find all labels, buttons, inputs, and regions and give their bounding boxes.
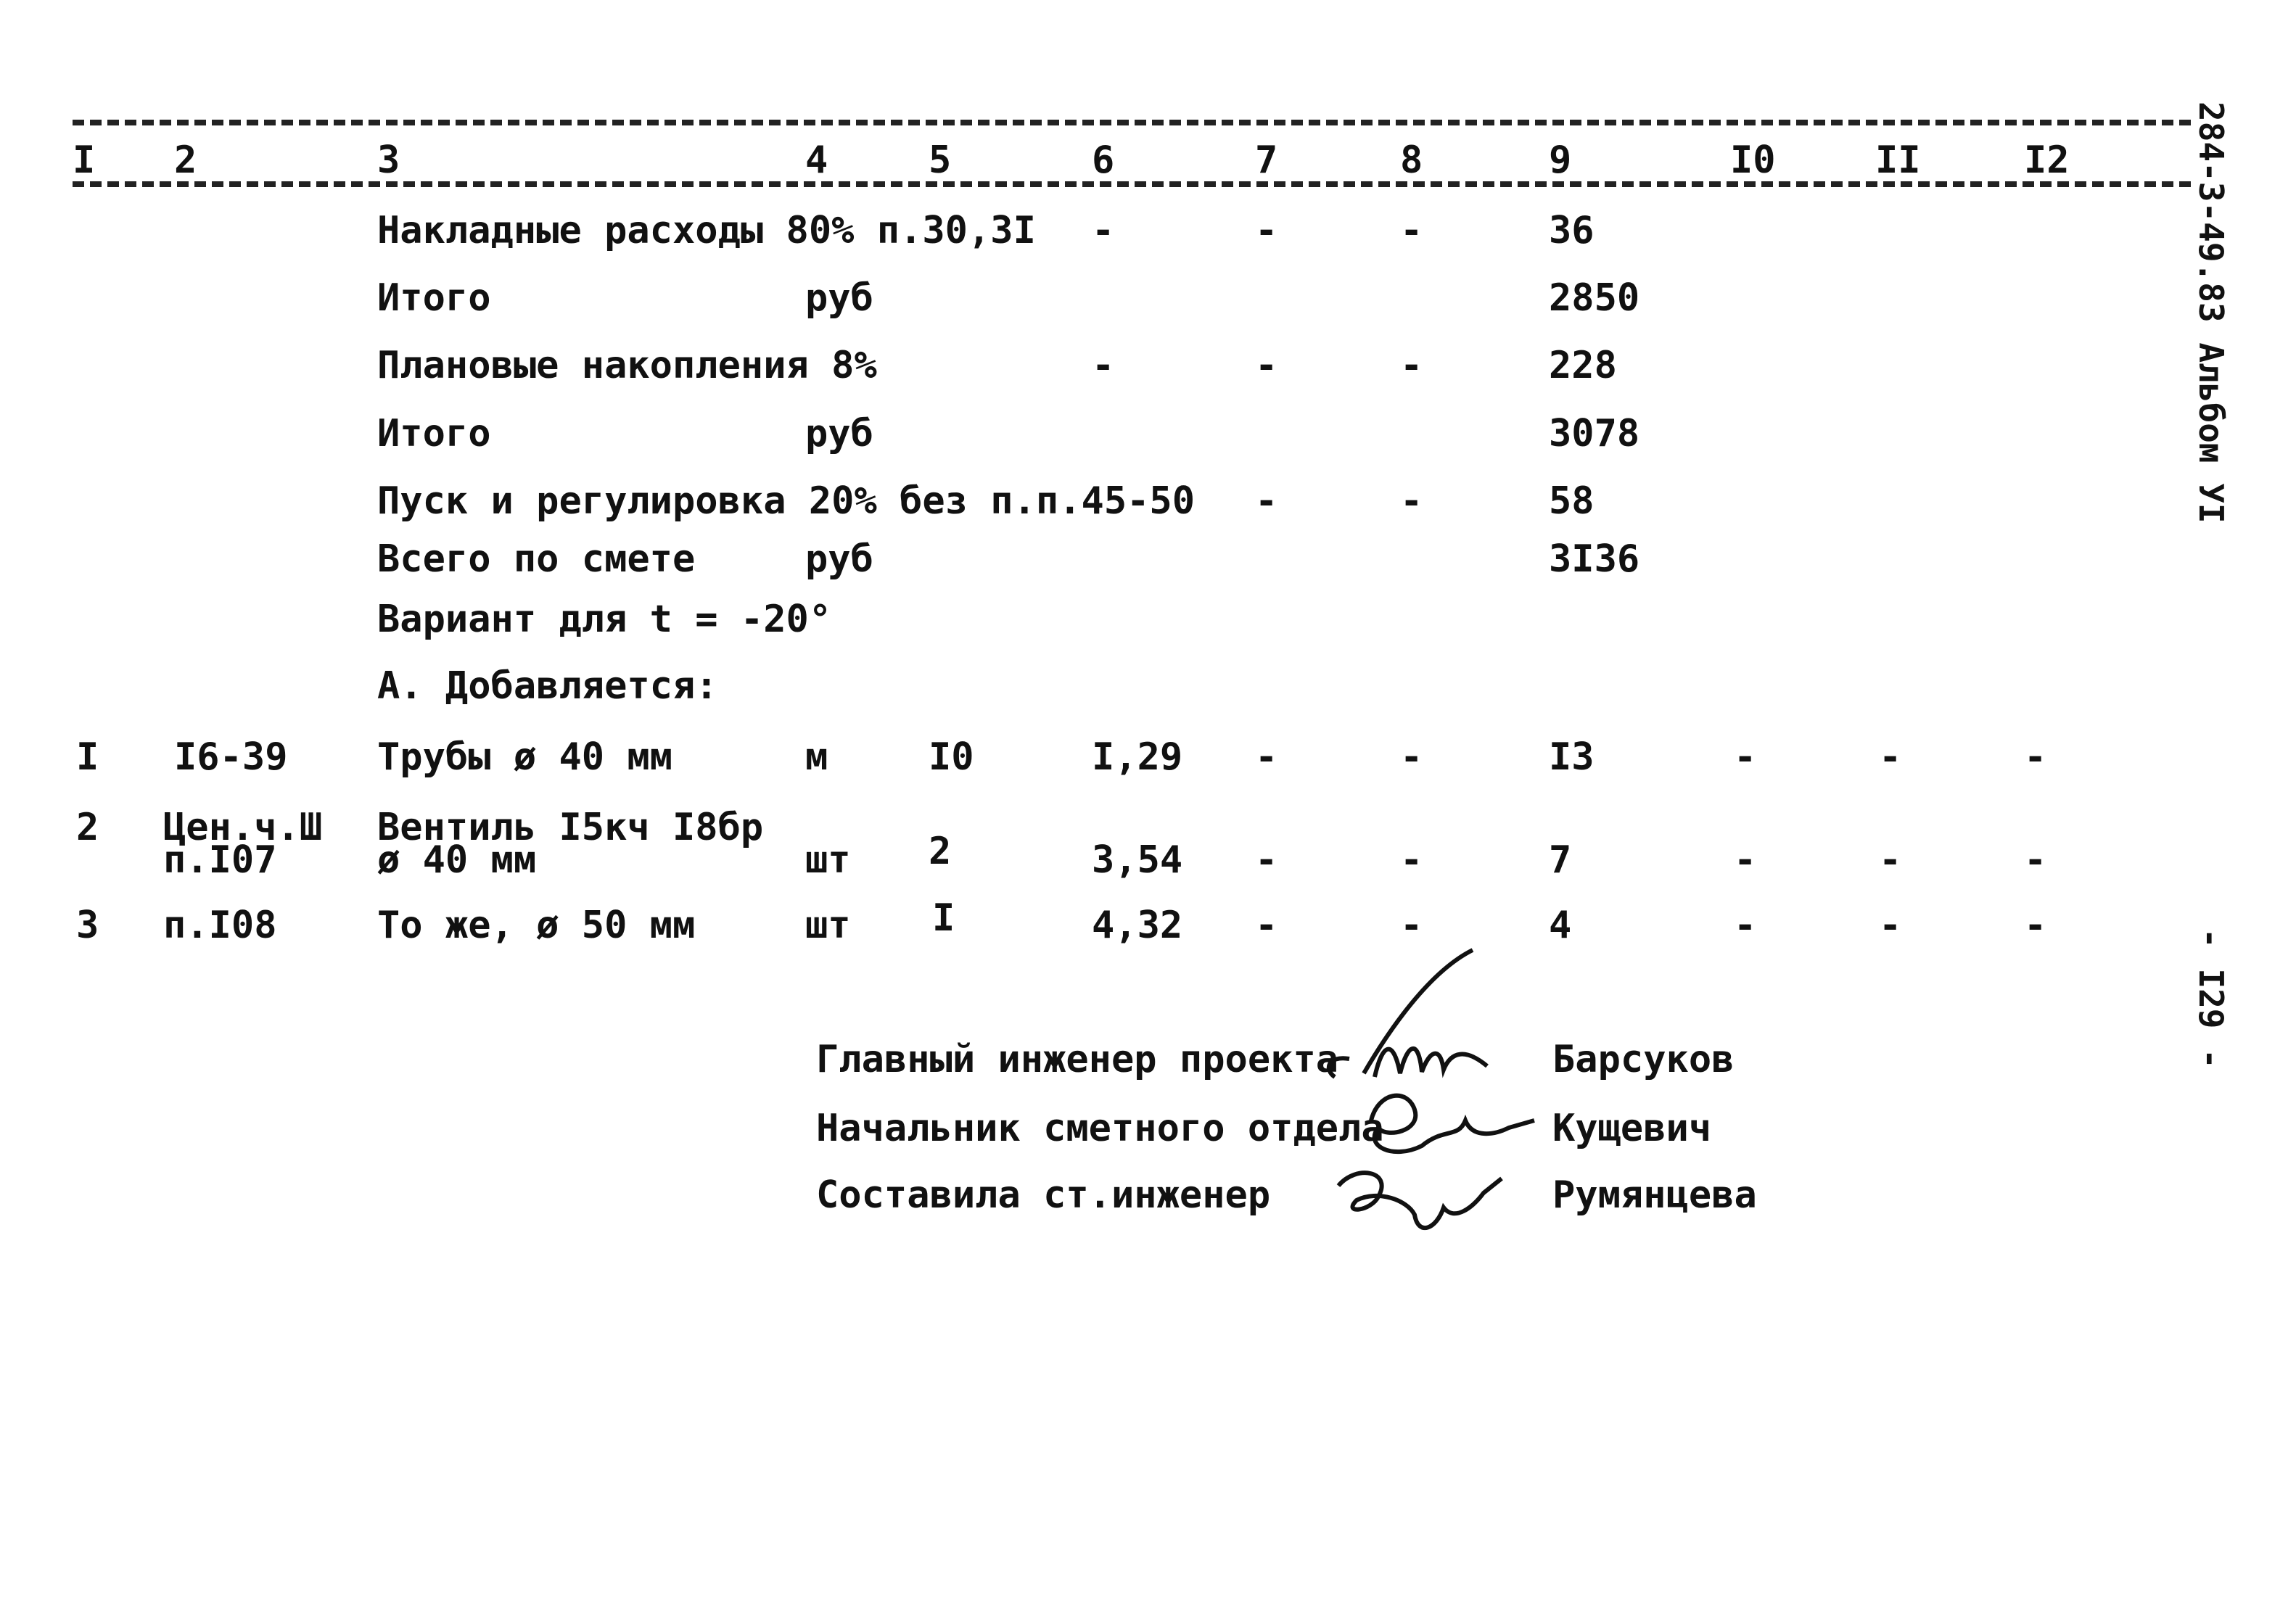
item-price: 3,54 [1092,838,1183,882]
item-name: То же, ø 50 мм [377,904,696,947]
item-num: 3 [76,904,99,947]
summary-c8: - [1400,344,1423,387]
item-c8: - [1400,735,1423,779]
signature-name: Кущевич [1552,1107,1712,1150]
signature-scribble-1 [1320,943,1523,1095]
variant-title: Вариант для t = -20° [377,598,832,641]
col-header-11: II [1875,139,1921,182]
col-header-7: 7 [1255,139,1278,182]
col-header-1: I [73,139,96,182]
item-c12: - [2024,838,2047,882]
signature-role: Начальник сметного отдела [816,1107,1384,1150]
item-code: п.I08 [163,904,277,947]
summary-c7: - [1255,209,1278,252]
item-c9: 7 [1549,838,1572,882]
item-code: I6-39 [174,735,288,779]
summary-c9: 2850 [1549,276,1640,320]
summary-c8: - [1400,479,1423,523]
signature-name: Румянцева [1552,1173,1757,1217]
summary-c9: 228 [1549,344,1617,387]
summary-name: Плановые накопления 8% [377,344,877,387]
summary-c9: 3I36 [1549,537,1640,581]
item-c12: - [2024,904,2047,947]
header-bottom-rule [73,181,2191,187]
header-top-rule [73,120,2191,125]
summary-name: Накладные расходы 80% п.30,3I [377,209,1036,252]
item-unit: шт [805,838,851,882]
item-c8: - [1400,838,1423,882]
item-c7: - [1255,735,1278,779]
signature-role: Главный инженер проекта [816,1038,1339,1081]
item-qty: I0 [929,735,974,779]
item-unit: шт [805,904,851,947]
item-code: Цен.ч.Ш [163,806,323,849]
item-c9: I3 [1549,735,1595,779]
item-qty: I [932,896,955,940]
signature-name: Барсуков [1552,1038,1735,1081]
item-c10: - [1734,735,1757,779]
summary-unit: руб [805,537,873,581]
item-c7: - [1255,904,1278,947]
summary-c6: - [1092,209,1115,252]
item-c11: - [1879,735,1902,779]
col-header-9: 9 [1549,139,1572,182]
col-header-3: 3 [377,139,400,182]
col-header-4: 4 [805,139,828,182]
item-qty: 2 [929,830,952,873]
item-code-line2: п.I07 [163,838,277,882]
item-num: I [76,735,99,779]
album-code-vertical: 284-3-49.83 Альбом УI [2192,102,2231,524]
item-c10: - [1734,904,1757,947]
item-num: 2 [76,806,99,849]
col-header-10: I0 [1730,139,1776,182]
item-price: 4,32 [1092,904,1183,947]
col-header-2: 2 [174,139,197,182]
item-name: Вентиль I5кч I8бр [377,806,764,849]
section-a-title: А. Добавляется: [377,664,718,708]
summary-c7: - [1255,344,1278,387]
col-header-12: I2 [2024,139,2070,182]
item-c12: - [2024,735,2047,779]
summary-c9: 36 [1549,209,1595,252]
signature-scribble-3 [1328,1157,1516,1251]
summary-c9: 3078 [1549,412,1640,455]
page-number: - I29 - [2192,928,2231,1069]
summary-name: Всего по смете [377,537,696,581]
col-header-5: 5 [929,139,952,182]
item-c11: - [1879,904,1902,947]
col-header-6: 6 [1092,139,1115,182]
summary-unit: руб [805,412,873,455]
signature-role: Составила ст.инженер [816,1173,1271,1217]
summary-c6: - [1092,344,1115,387]
item-c9: 4 [1549,904,1572,947]
summary-unit: руб [805,276,873,320]
item-price: I,29 [1092,735,1183,779]
summary-c9: 58 [1549,479,1595,523]
summary-c7: - [1255,479,1278,523]
summary-name: Пуск и регулировка 20% без п.п.45-50 [377,479,1196,523]
item-c11: - [1879,838,1902,882]
summary-name: Итого [377,276,491,320]
item-c8: - [1400,904,1423,947]
item-name: Трубы ø 40 мм [377,735,672,779]
col-header-8: 8 [1400,139,1423,182]
item-c7: - [1255,838,1278,882]
item-unit: м [805,735,828,779]
item-name-line2: ø 40 мм [377,838,537,882]
summary-name: Итого [377,412,491,455]
summary-c8: - [1400,209,1423,252]
item-c10: - [1734,838,1757,882]
